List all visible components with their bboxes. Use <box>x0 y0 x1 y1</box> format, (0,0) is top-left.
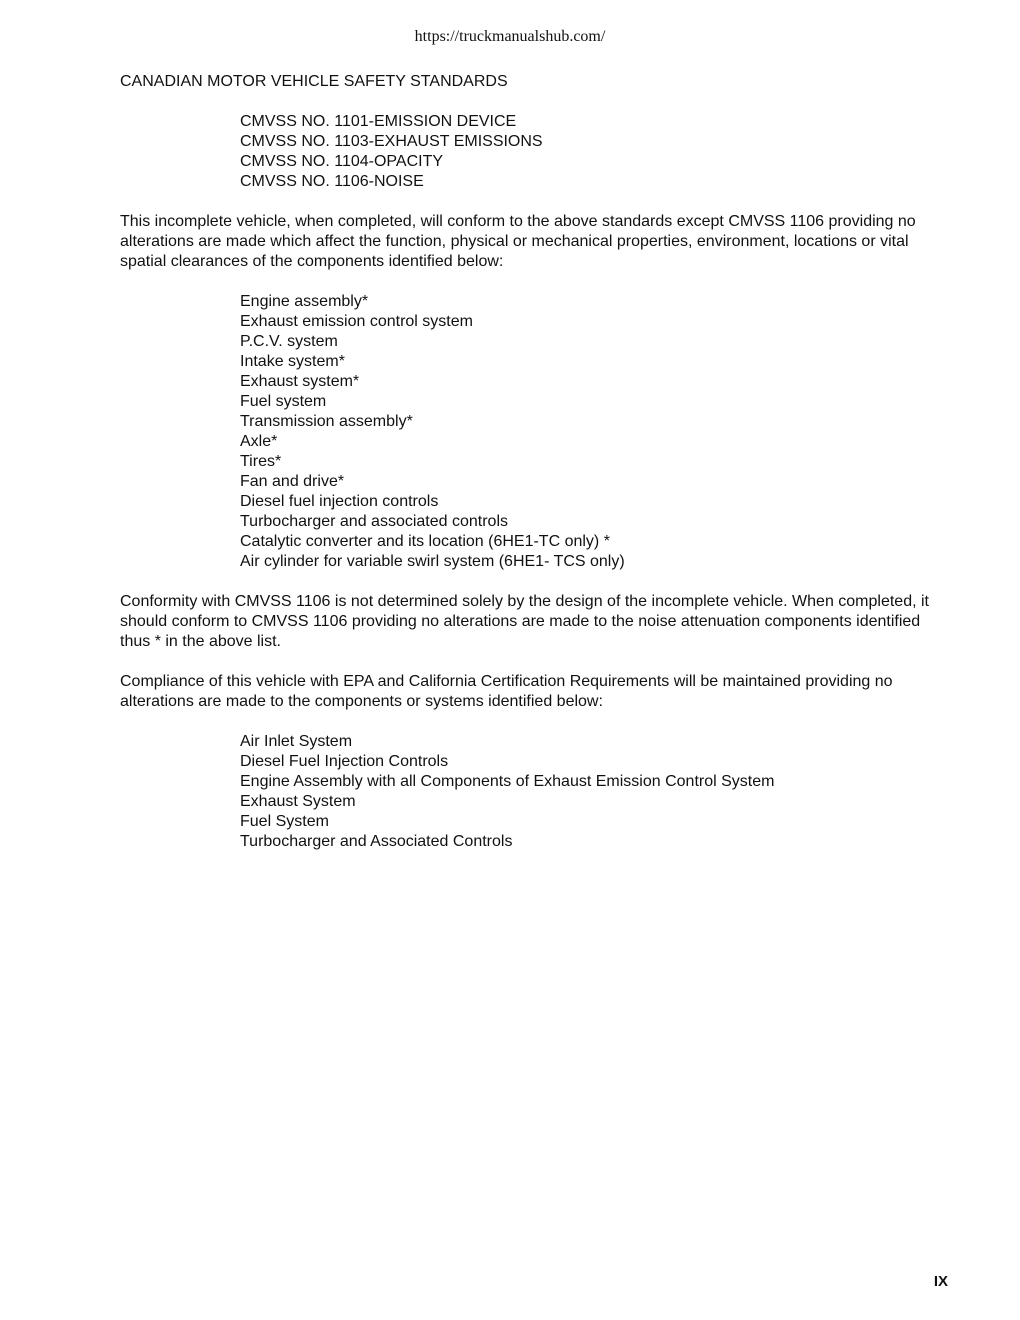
standards-item: CMVSS NO. 1101-EMISSION DEVICE <box>240 113 517 130</box>
component-item: Fuel system <box>240 393 327 410</box>
component-item: Intake system* <box>240 353 345 370</box>
component-item: Exhaust system* <box>240 373 360 390</box>
component-item: Engine assembly* <box>240 293 369 310</box>
epa-system-item: Engine Assembly with all Components of Exhaust Emission Control System <box>240 773 775 790</box>
epa-system-item: Exhaust System <box>240 793 356 810</box>
document-heading: CANADIAN MOTOR VEHICLE SAFETY STANDARDS <box>120 73 508 90</box>
component-item: Turbocharger and associated controls <box>240 513 508 530</box>
epa-system-item: Air Inlet System <box>240 733 353 750</box>
noise-paragraph: Conformity with CMVSS 1106 is not determined solely by the design of the incomplete vehicle. When completed, it should conform to CMVSS 1106 providing no alterations are made to the noise attenuation components identified thus * in the above list. <box>120 593 929 650</box>
epa-system-item: Fuel System <box>240 813 329 830</box>
component-item: Air cylinder for variable swirl system (6HE1- TCS only) <box>240 553 625 570</box>
components-list <box>240 292 950 572</box>
epa-system-item: Diesel Fuel Injection Controls <box>240 753 449 770</box>
component-item: Fan and drive* <box>240 473 345 490</box>
standards-item: CMVSS NO. 1103-EXHAUST EMISSIONS <box>240 133 543 150</box>
component-item: Axle* <box>240 433 278 450</box>
standards-item: CMVSS NO. 1104-OPACITY <box>240 153 444 170</box>
document-body <box>120 72 950 872</box>
component-item: Transmission assembly* <box>240 413 413 430</box>
standards-item: CMVSS NO. 1106-NOISE <box>240 173 424 190</box>
source-url: https://truckmanualshub.com/ <box>414 28 606 45</box>
epa-system-item: Turbocharger and Associated Controls <box>240 833 513 850</box>
page-number: IX <box>933 1273 948 1290</box>
standards-list <box>240 112 950 192</box>
component-item: P.C.V. system <box>240 333 338 350</box>
component-item: Catalytic converter and its location (6HE1-TC only) * <box>240 533 610 550</box>
component-item: Exhaust emission control system <box>240 313 473 330</box>
conformity-paragraph: This incomplete vehicle, when completed, will conform to the above standards except CMVSS 1106 providing no alterations are made which affect the function, physical or mechanical properties, environment, locations or vital spatial clearances of the components identified below: <box>120 213 916 270</box>
epa-systems-list <box>240 732 950 852</box>
compliance-paragraph: Compliance of this vehicle with EPA and California Certification Requirements will be maintained providing no alterations are made to the components or systems identified below: <box>120 673 893 710</box>
component-item: Diesel fuel injection controls <box>240 493 439 510</box>
component-item: Tires* <box>240 453 282 470</box>
